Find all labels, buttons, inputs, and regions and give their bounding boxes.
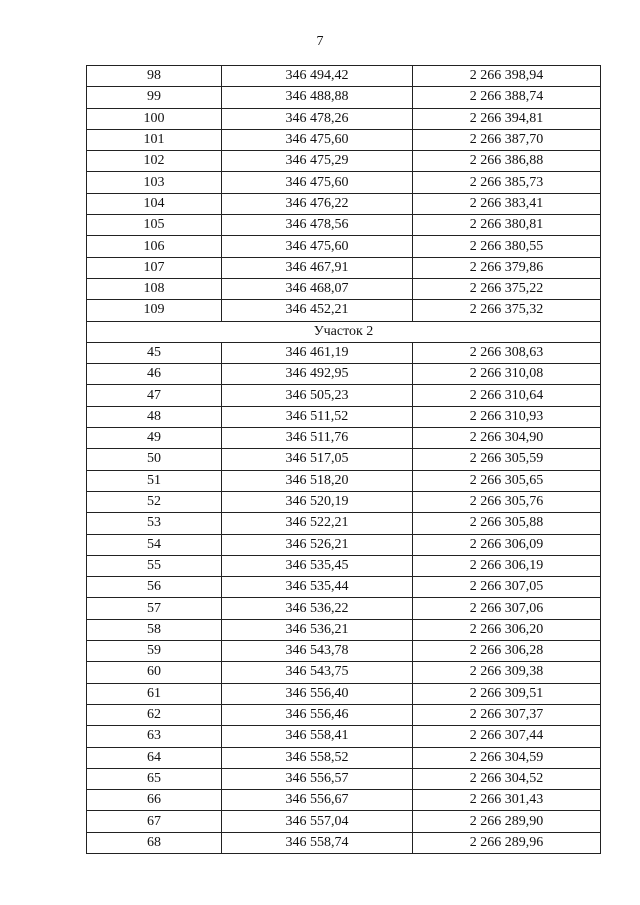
point-number-cell: 64 [87, 747, 222, 768]
x-coordinate-cell: 346 488,88 [222, 87, 413, 108]
point-number-cell: 45 [87, 342, 222, 363]
point-number-cell: 106 [87, 236, 222, 257]
table-row [87, 811, 601, 832]
table-row [87, 832, 601, 853]
table-row [87, 790, 601, 811]
point-number-cell: 99 [87, 87, 222, 108]
table-row [87, 172, 601, 193]
point-number-cell: 65 [87, 768, 222, 789]
table-row [87, 151, 601, 172]
point-number-cell: 63 [87, 726, 222, 747]
y-coordinate-cell: 2 266 307,05 [413, 577, 601, 598]
y-coordinate-cell: 2 266 305,76 [413, 491, 601, 512]
table-row [87, 555, 601, 576]
table-row [87, 534, 601, 555]
table-row [87, 300, 601, 321]
table-row [87, 704, 601, 725]
y-coordinate-cell: 2 266 306,19 [413, 555, 601, 576]
x-coordinate-cell: 346 511,76 [222, 428, 413, 449]
table-row [87, 406, 601, 427]
x-coordinate-cell: 346 452,21 [222, 300, 413, 321]
coordinates-table [86, 65, 601, 854]
table-row [87, 108, 601, 129]
y-coordinate-cell: 2 266 307,44 [413, 726, 601, 747]
point-number-cell: 57 [87, 598, 222, 619]
point-number-cell: 50 [87, 449, 222, 470]
table-row [87, 577, 601, 598]
table-row [87, 215, 601, 236]
x-coordinate-cell: 346 556,40 [222, 683, 413, 704]
point-number-cell: 58 [87, 619, 222, 640]
table-row [87, 257, 601, 278]
point-number-cell: 100 [87, 108, 222, 129]
point-number-cell: 48 [87, 406, 222, 427]
table-row [87, 768, 601, 789]
x-coordinate-cell: 346 475,60 [222, 129, 413, 150]
y-coordinate-cell: 2 266 305,65 [413, 470, 601, 491]
y-coordinate-cell: 2 266 305,59 [413, 449, 601, 470]
table-row [87, 236, 601, 257]
x-coordinate-cell: 346 536,21 [222, 619, 413, 640]
y-coordinate-cell: 2 266 306,09 [413, 534, 601, 555]
table-row [87, 619, 601, 640]
point-number-cell: 52 [87, 491, 222, 512]
x-coordinate-cell: 346 511,52 [222, 406, 413, 427]
point-number-cell: 67 [87, 811, 222, 832]
x-coordinate-cell: 346 557,04 [222, 811, 413, 832]
table-row [87, 385, 601, 406]
page-number: 7 [316, 34, 324, 49]
table-row [87, 641, 601, 662]
point-number-cell: 66 [87, 790, 222, 811]
x-coordinate-cell: 346 558,52 [222, 747, 413, 768]
x-coordinate-cell: 346 520,19 [222, 491, 413, 512]
y-coordinate-cell: 2 266 388,74 [413, 87, 601, 108]
x-coordinate-cell: 346 475,29 [222, 151, 413, 172]
table-row [87, 598, 601, 619]
y-coordinate-cell: 2 266 310,93 [413, 406, 601, 427]
x-coordinate-cell: 346 522,21 [222, 513, 413, 534]
y-coordinate-cell: 2 266 309,51 [413, 683, 601, 704]
x-coordinate-cell: 346 476,22 [222, 193, 413, 214]
table-row [87, 470, 601, 491]
y-coordinate-cell: 2 266 380,81 [413, 215, 601, 236]
coordinates-table-body [87, 66, 601, 854]
y-coordinate-cell: 2 266 307,37 [413, 704, 601, 725]
x-coordinate-cell: 346 505,23 [222, 385, 413, 406]
y-coordinate-cell: 2 266 398,94 [413, 66, 601, 87]
y-coordinate-cell: 2 266 375,32 [413, 300, 601, 321]
point-number-cell: 47 [87, 385, 222, 406]
point-number-cell: 103 [87, 172, 222, 193]
x-coordinate-cell: 346 535,44 [222, 577, 413, 598]
point-number-cell: 51 [87, 470, 222, 491]
table-row [87, 87, 601, 108]
y-coordinate-cell: 2 266 308,63 [413, 342, 601, 363]
table-row [87, 491, 601, 512]
y-coordinate-cell: 2 266 307,06 [413, 598, 601, 619]
point-number-cell: 55 [87, 555, 222, 576]
y-coordinate-cell: 2 266 289,96 [413, 832, 601, 853]
table-row [87, 428, 601, 449]
y-coordinate-cell: 2 266 386,88 [413, 151, 601, 172]
y-coordinate-cell: 2 266 289,90 [413, 811, 601, 832]
point-number-cell: 68 [87, 832, 222, 853]
table-row [87, 726, 601, 747]
x-coordinate-cell: 346 543,78 [222, 641, 413, 662]
point-number-cell: 59 [87, 641, 222, 662]
table-row [87, 342, 601, 363]
point-number-cell: 54 [87, 534, 222, 555]
x-coordinate-cell: 346 467,91 [222, 257, 413, 278]
point-number-cell: 104 [87, 193, 222, 214]
y-coordinate-cell: 2 266 306,20 [413, 619, 601, 640]
x-coordinate-cell: 346 536,22 [222, 598, 413, 619]
point-number-cell: 105 [87, 215, 222, 236]
point-number-cell: 49 [87, 428, 222, 449]
y-coordinate-cell: 2 266 387,70 [413, 129, 601, 150]
table-row [87, 193, 601, 214]
point-number-cell: 53 [87, 513, 222, 534]
y-coordinate-cell: 2 266 305,88 [413, 513, 601, 534]
section-row [87, 321, 601, 342]
x-coordinate-cell: 346 517,05 [222, 449, 413, 470]
y-coordinate-cell: 2 266 309,38 [413, 662, 601, 683]
x-coordinate-cell: 346 535,45 [222, 555, 413, 576]
y-coordinate-cell: 2 266 306,28 [413, 641, 601, 662]
y-coordinate-cell: 2 266 380,55 [413, 236, 601, 257]
y-coordinate-cell: 2 266 304,52 [413, 768, 601, 789]
y-coordinate-cell: 2 266 304,90 [413, 428, 601, 449]
point-number-cell: 101 [87, 129, 222, 150]
y-coordinate-cell: 2 266 310,64 [413, 385, 601, 406]
table-row [87, 683, 601, 704]
x-coordinate-cell: 346 478,56 [222, 215, 413, 236]
x-coordinate-cell: 346 461,19 [222, 342, 413, 363]
section-title: Участок 2 [87, 321, 601, 342]
point-number-cell: 102 [87, 151, 222, 172]
x-coordinate-cell: 346 558,41 [222, 726, 413, 747]
y-coordinate-cell: 2 266 383,41 [413, 193, 601, 214]
point-number-cell: 98 [87, 66, 222, 87]
x-coordinate-cell: 346 526,21 [222, 534, 413, 555]
table-row [87, 662, 601, 683]
y-coordinate-cell: 2 266 385,73 [413, 172, 601, 193]
point-number-cell: 107 [87, 257, 222, 278]
x-coordinate-cell: 346 468,07 [222, 278, 413, 299]
x-coordinate-cell: 346 475,60 [222, 236, 413, 257]
x-coordinate-cell: 346 518,20 [222, 470, 413, 491]
x-coordinate-cell: 346 558,74 [222, 832, 413, 853]
x-coordinate-cell: 346 478,26 [222, 108, 413, 129]
x-coordinate-cell: 346 556,57 [222, 768, 413, 789]
point-number-cell: 108 [87, 278, 222, 299]
x-coordinate-cell: 346 556,46 [222, 704, 413, 725]
y-coordinate-cell: 2 266 301,43 [413, 790, 601, 811]
table-row [87, 129, 601, 150]
x-coordinate-cell: 346 556,67 [222, 790, 413, 811]
x-coordinate-cell: 346 494,42 [222, 66, 413, 87]
x-coordinate-cell: 346 475,60 [222, 172, 413, 193]
point-number-cell: 60 [87, 662, 222, 683]
table-row [87, 747, 601, 768]
x-coordinate-cell: 346 543,75 [222, 662, 413, 683]
x-coordinate-cell: 346 492,95 [222, 364, 413, 385]
point-number-cell: 62 [87, 704, 222, 725]
point-number-cell: 56 [87, 577, 222, 598]
point-number-cell: 61 [87, 683, 222, 704]
y-coordinate-cell: 2 266 379,86 [413, 257, 601, 278]
point-number-cell: 46 [87, 364, 222, 385]
table-row [87, 449, 601, 470]
table-row [87, 364, 601, 385]
y-coordinate-cell: 2 266 310,08 [413, 364, 601, 385]
point-number-cell: 109 [87, 300, 222, 321]
table-row [87, 278, 601, 299]
table-row [87, 513, 601, 534]
y-coordinate-cell: 2 266 394,81 [413, 108, 601, 129]
y-coordinate-cell: 2 266 304,59 [413, 747, 601, 768]
table-row [87, 66, 601, 87]
y-coordinate-cell: 2 266 375,22 [413, 278, 601, 299]
